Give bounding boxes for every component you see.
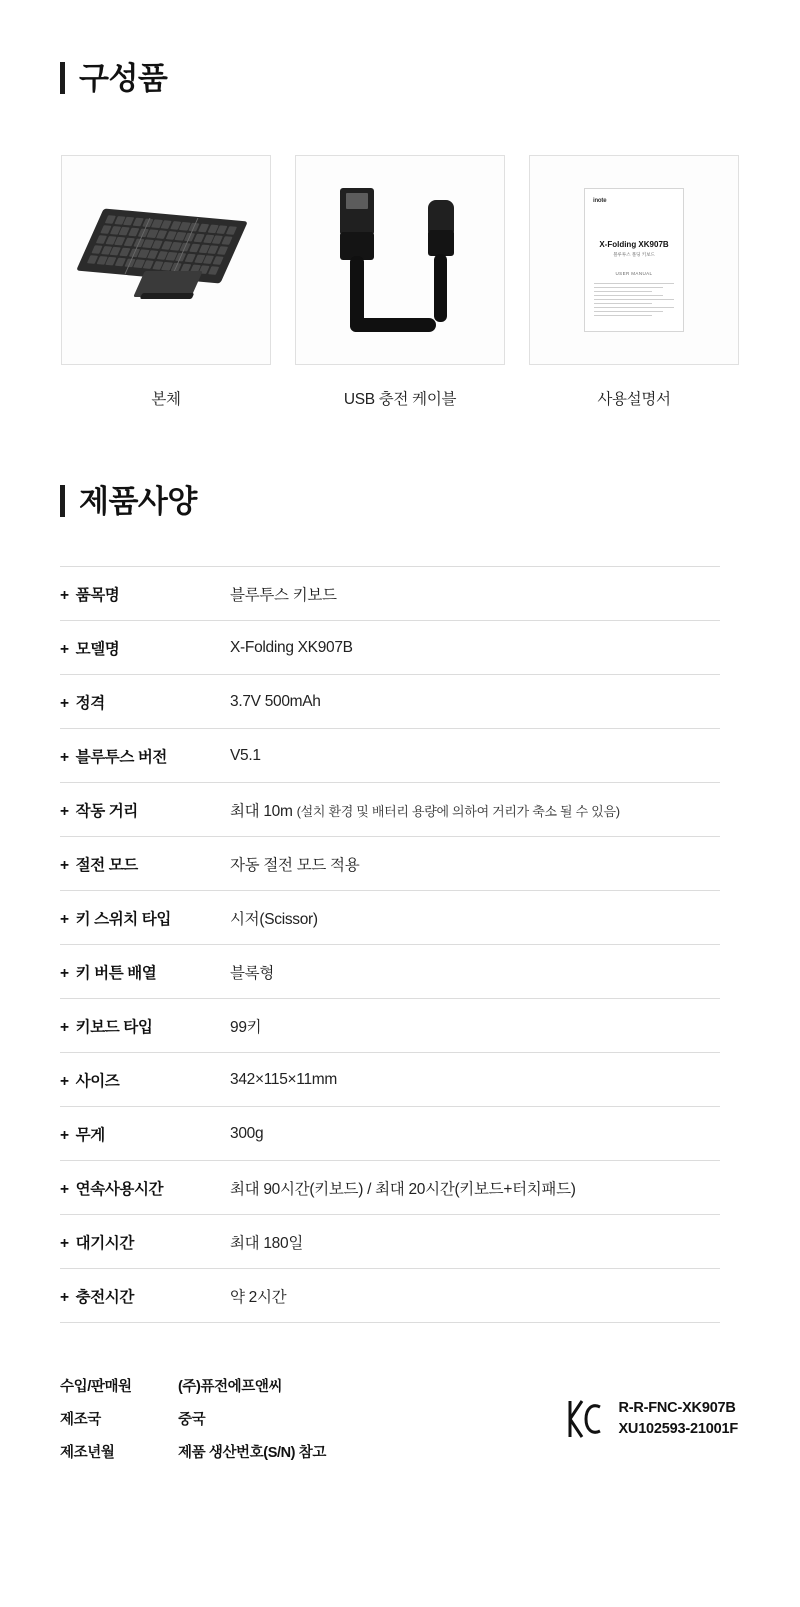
spec-key-label: 모델명 [75, 641, 120, 658]
plus-icon: + [60, 749, 69, 766]
manual-brand: inote [593, 198, 607, 204]
plus-icon: + [60, 641, 69, 658]
table-row [60, 729, 720, 783]
component-item [528, 155, 740, 409]
component-item [60, 155, 272, 409]
table-row [60, 1161, 720, 1215]
spec-key-label: 사이즈 [75, 1073, 120, 1090]
table-row [60, 1053, 720, 1107]
footer-value: 제품 생산번호(S/N) 참고 [178, 1445, 326, 1461]
spec-key-label: 정격 [75, 695, 105, 712]
component-image-frame [61, 155, 271, 365]
heading-accent-bar [60, 485, 65, 517]
spec-value: V5.1 [230, 747, 261, 764]
certification-line-1: R-R-FNC-XK907B [618, 1399, 736, 1416]
table-row [60, 891, 720, 945]
spec-key-label: 키 스위치 타입 [75, 911, 171, 928]
components-heading-text: 구성품 [79, 60, 168, 96]
table-row [60, 1215, 720, 1269]
spec-key-label: 키보드 타입 [75, 1019, 153, 1036]
footer-label: 제조년월 [60, 1445, 115, 1461]
plus-icon: + [60, 1073, 69, 1090]
heading-accent-bar [60, 62, 65, 94]
plus-icon: + [60, 911, 69, 928]
spec-key [60, 1269, 230, 1323]
table-row [60, 621, 720, 675]
spec-key [60, 945, 230, 999]
spec-key [60, 837, 230, 891]
component-label: 본체 [151, 391, 181, 408]
plus-icon: + [60, 1019, 69, 1036]
spec-key [60, 675, 230, 729]
spec-value: 300g [230, 1125, 264, 1142]
spec-key-label: 충전시간 [75, 1289, 134, 1306]
spec-value: 99키 [230, 1019, 262, 1036]
components-list [60, 155, 740, 409]
spec-key [60, 729, 230, 783]
spec-key [60, 1161, 230, 1215]
certification-text [618, 1398, 738, 1440]
specs-heading-text: 제품사양 [79, 483, 197, 519]
spec-value: 블루투스 키보드 [230, 587, 337, 604]
spec-value: 약 2시간 [230, 1289, 287, 1306]
plus-icon: + [60, 857, 69, 874]
table-row [60, 783, 720, 837]
footer-info-grid [60, 1375, 326, 1462]
spec-value: 342×115×11mm [230, 1071, 337, 1088]
spec-value: 시저(Scissor) [230, 911, 318, 928]
spec-value: 최대 180일 [230, 1235, 303, 1252]
spec-key-label: 작동 거리 [75, 803, 138, 820]
plus-icon: + [60, 587, 69, 604]
keyboard-icon [81, 205, 251, 315]
spec-value: 자동 절전 모드 적용 [230, 857, 360, 874]
table-row [60, 945, 720, 999]
spec-key-label: 블루투스 버전 [75, 749, 168, 766]
table-row [60, 567, 720, 621]
spec-key [60, 567, 230, 621]
table-row [60, 837, 720, 891]
component-label: 사용설명서 [597, 391, 671, 408]
spec-value-main: 최대 10m [230, 803, 293, 820]
components-section-heading [60, 62, 167, 94]
footer-label: 제조국 [60, 1412, 101, 1428]
component-image-frame [529, 155, 739, 365]
spec-value-note: (설치 환경 및 배터리 용량에 의하여 거리가 축소 될 수 있음) [296, 804, 620, 819]
spec-key-label: 대기시간 [75, 1235, 134, 1252]
usb-cable-icon [310, 170, 490, 350]
plus-icon: + [60, 1181, 69, 1198]
spec-key [60, 999, 230, 1053]
manual-title: X-Folding XK907B [599, 240, 669, 249]
plus-icon: + [60, 695, 69, 712]
component-item [294, 155, 506, 409]
manual-icon [584, 188, 684, 332]
spec-value [230, 783, 720, 837]
footer-label: 수입/판매원 [60, 1379, 132, 1395]
certification-line-2: XU102593-21001F [618, 1421, 738, 1437]
spec-value: 최대 90시간(키보드) / 최대 20시간(키보드+터치패드) [230, 1181, 576, 1198]
plus-icon: + [60, 1127, 69, 1144]
table-row [60, 675, 720, 729]
specifications-table [60, 566, 720, 1323]
spec-value: 3.7V 500mAh [230, 693, 321, 710]
spec-key [60, 1107, 230, 1161]
plus-icon: + [60, 1235, 69, 1252]
spec-key-label: 절전 모드 [75, 857, 138, 874]
spec-key [60, 783, 230, 837]
footer-value: 중국 [178, 1412, 206, 1428]
spec-key-label: 키 버튼 배열 [75, 965, 157, 982]
footer-value: (주)퓨전에프앤씨 [178, 1379, 283, 1395]
component-image-frame [295, 155, 505, 365]
component-label: USB 충전 케이블 [343, 391, 457, 408]
table-row [60, 1269, 720, 1323]
table-row [60, 1107, 720, 1161]
spec-key [60, 621, 230, 675]
spec-key-label: 무게 [75, 1127, 105, 1144]
plus-icon: + [60, 965, 69, 982]
specs-section-heading [60, 485, 197, 517]
plus-icon: + [60, 803, 69, 820]
certification-block [562, 1397, 738, 1441]
spec-key [60, 1215, 230, 1269]
spec-key-label: 품목명 [75, 587, 120, 604]
manual-subtitle: 블루투스 폴딩 키보드 [613, 252, 655, 257]
plus-icon: + [60, 1289, 69, 1306]
kc-mark-icon [562, 1397, 606, 1441]
spec-value: 블록형 [230, 965, 275, 982]
manual-body-lines [594, 283, 674, 319]
spec-key [60, 891, 230, 945]
spec-value: X-Folding XK907B [230, 639, 353, 656]
manual-usermanual-label: USER MANUAL [615, 271, 653, 276]
table-row [60, 999, 720, 1053]
spec-key [60, 1053, 230, 1107]
spec-key-label: 연속사용시간 [75, 1181, 164, 1198]
footer [60, 1375, 740, 1462]
